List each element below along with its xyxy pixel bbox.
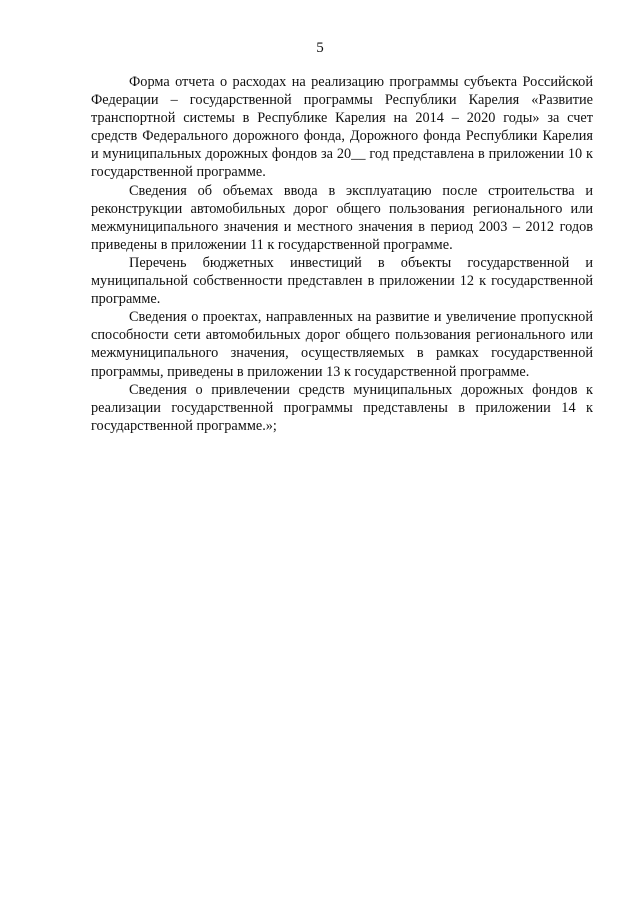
paragraph-municipal-funds: Сведения о привлечении средств муниципальных дорожных фондов к реализации государственной программы представлены в приложении 14 к государственной программе.»; bbox=[91, 381, 593, 434]
paragraph-road-projects: Сведения о проектах, направленных на развитие и увеличение пропускной способности сети автомобильных дорог общего пользования регионального или межмуниципального значения, осуществляемых в рамках государственной программы, приведены в приложении 13 к государственной программе. bbox=[91, 309, 593, 380]
paragraph-budget-investments: Перечень бюджетных инвестиций в объекты государственной и муниципальной собственности представлен в приложении 12 к государственной программе. bbox=[91, 254, 593, 308]
paragraph-commissioning-data: Сведения об объемах ввода в эксплуатацию после строительства и реконструкции автомобильных дорог общего пользования регионального или межмуниципального значения и местного значения в период 2003 – 2012 годов приведены в приложении 11 к государственной программе. bbox=[91, 182, 593, 253]
document-body bbox=[91, 73, 593, 435]
paragraph-report-form: Форма отчета о расходах на реализацию программы субъекта Российской Федерации – государственной программы Республики Карелия «Развитие транспортной системы в Республике Карелия на 2014 – 2020 годы» за счет средств Федерального дорожного фонда, Дорожного фонда Республики Карелия и муниципальных дорожных фондов за 20__ год представлена в приложении 10 к государственной программе. bbox=[91, 74, 593, 181]
page-number: 5 bbox=[316, 40, 324, 56]
